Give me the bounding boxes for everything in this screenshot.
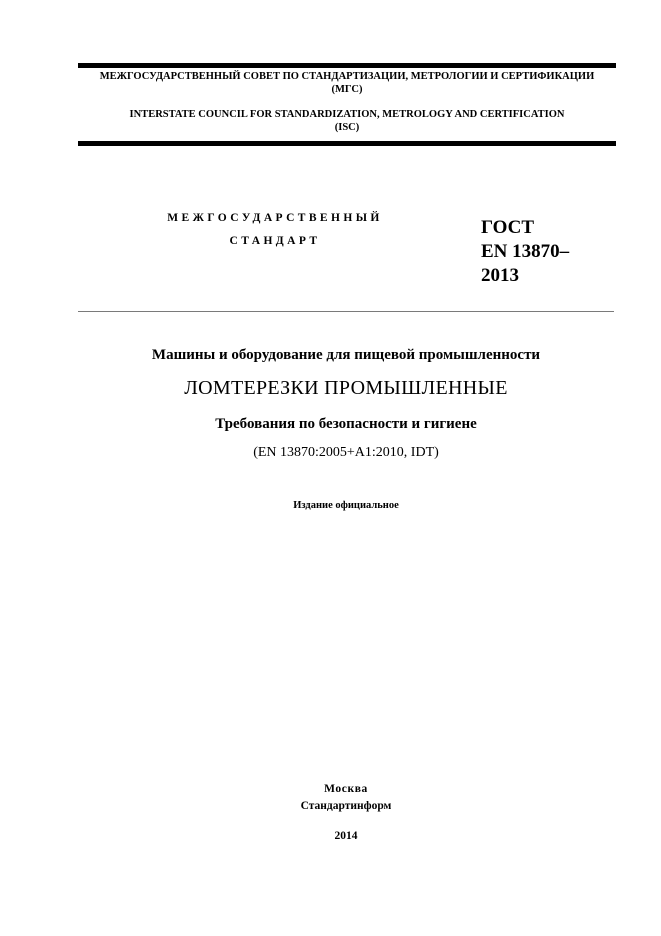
header-bottom-thick-rule bbox=[78, 141, 616, 146]
imprint-publisher: Стандартинформ bbox=[300, 800, 392, 812]
council-en-line-1: INTERSTATE COUNCIL FOR STANDARDIZATION, METROLOGY AND CERTIFICATION bbox=[129, 109, 565, 120]
gost-designation-line-1: ГОСТ bbox=[481, 217, 535, 238]
divider-thin-rule bbox=[78, 311, 614, 312]
council-en-line-2: (ISC) bbox=[334, 122, 360, 133]
standard-type-line-2: СТАНДАРТ bbox=[229, 235, 321, 247]
edition-label: Издание официальное bbox=[293, 500, 399, 511]
title-subtitle: Требования по безопасности и гигиене bbox=[215, 416, 477, 432]
top-thick-rule bbox=[78, 63, 616, 68]
council-ru-line-1: МЕЖГОСУДАРСТВЕННЫЙ СОВЕТ ПО СТАНДАРТИЗАЦИИ, МЕТРОЛОГИИ И СЕРТИФИКАЦИИ bbox=[99, 71, 595, 82]
title-group: Машины и оборудование для пищевой промышленности bbox=[151, 347, 541, 363]
title-reference: (EN 13870:2005+A1:2010, IDT) bbox=[253, 445, 439, 460]
title-main: ЛОМТЕРЕЗКИ ПРОМЫШЛЕННЫЕ bbox=[184, 377, 508, 399]
council-name-english bbox=[78, 108, 616, 134]
gost-designation-line-2: EN 13870– bbox=[481, 241, 570, 262]
gost-designation bbox=[481, 216, 611, 288]
council-ru-line-2: (МГС) bbox=[331, 84, 363, 95]
imprint-year: 2014 bbox=[334, 830, 358, 842]
gost-designation-line-3: 2013 bbox=[481, 265, 519, 286]
council-name-russian bbox=[78, 70, 616, 96]
standard-type-line-1: МЕЖГОСУДАРСТВЕННЫЙ bbox=[167, 212, 383, 224]
imprint-city: Москва bbox=[324, 783, 368, 795]
